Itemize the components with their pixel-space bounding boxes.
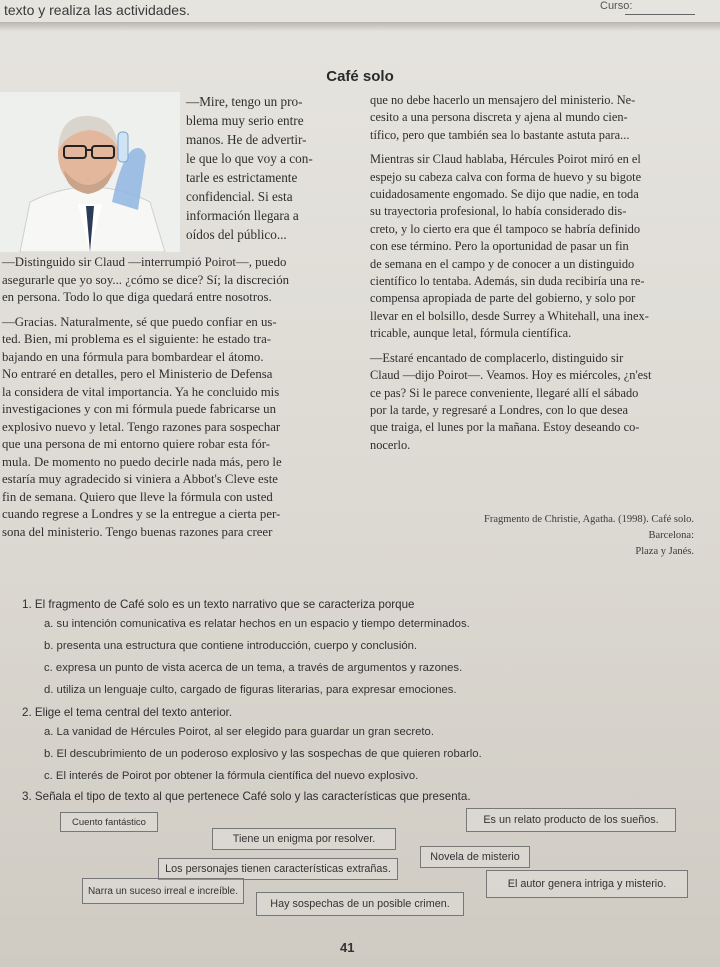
q2-option-a[interactable]: a. La vanidad de Hércules Poirot, al ser elegido para guardar un gran secreto.	[44, 726, 434, 738]
story-line: que una persona de mi entorno quiere robar esta fór-	[2, 437, 271, 451]
citation-line: Fragmento de Christie, Agatha. (1998). Café solo. Barcelona:	[484, 514, 694, 541]
story-line: con ese término. Pero la oportunidad de pasar un fin	[370, 239, 629, 254]
story-line: de semana en el campo y de conocer a un distinguido	[370, 256, 635, 271]
q1-option-b[interactable]: b. presenta una estructura que contiene introducción, cuerpo y conclusión.	[44, 640, 418, 652]
story-line: manos. He de advertir-	[186, 132, 307, 147]
scientist-photo	[0, 92, 180, 252]
story-line: en persona. Todo lo que diga quedará entre nosotros.	[2, 290, 272, 304]
citation-line: Plaza y Janés.	[635, 546, 694, 557]
option-box[interactable]: Tiene un enigma por resolver.	[212, 828, 396, 850]
story-line: No entraré en detalles, pero el Ministerio de Defensa	[2, 367, 273, 381]
story-line: cuando regrese a Londres y se la entregue a cierta per-	[2, 507, 281, 521]
option-box[interactable]: Novela de misterio	[420, 846, 530, 868]
q1-option-c[interactable]: c. expresa un punto de vista acerca de un tema, a través de argumentos y razones.	[44, 662, 463, 674]
q2-option-c[interactable]: c. El interés de Poirot por obtener la fórmula científica del nuevo explosivo.	[44, 770, 419, 782]
option-box[interactable]: Cuento fantástico	[60, 812, 158, 832]
story-line: —Gracias. Naturalmente, sé que puedo confiar en us-	[2, 314, 277, 329]
story-line: creto, y lo cierto era que él tampoco se habría definido	[370, 221, 641, 236]
option-box[interactable]: Los personajes tienen características extrañas.	[158, 858, 398, 880]
question-1-prompt: 1. El fragmento de Café solo es un texto narrativo que se caracteriza porque	[22, 598, 415, 611]
option-box[interactable]: Es un relato producto de los sueños.	[466, 808, 676, 832]
question-3-prompt: 3. Señala el tipo de texto al que pertenece Café solo y las características que presenta.	[22, 790, 471, 803]
story-line: —Mire, tengo un pro-	[186, 94, 303, 109]
story-line: compensa apropiada de parte del gobierno, y solo por	[370, 291, 636, 306]
story-line: bajando en una fórmula para bombardear el átomo.	[2, 349, 264, 364]
story-line: confidencial. Si esta	[186, 189, 293, 204]
option-box[interactable]: Hay sospechas de un posible crimen.	[256, 892, 464, 916]
story-line: que no debe hacerlo un mensajero del ministerio. Ne-	[370, 93, 636, 107]
q1-option-a[interactable]: a. su intención comunicativa es relatar hechos en un espacio y tiempo determinados.	[44, 618, 470, 630]
story-line: le que lo que voy a con-	[186, 151, 313, 166]
story-line: nocerlo.	[370, 437, 411, 452]
story-line: investigaciones y con mi fórmula puede fabricarse un	[2, 402, 276, 416]
story-left-top	[186, 92, 356, 244]
story-line: mula. De momento no puedo decirle nada más, pero le	[2, 454, 282, 469]
story-line: sona del ministerio. Tengo buenas razones para creer	[2, 524, 273, 539]
header-strip	[0, 0, 720, 22]
story-line: Mientras sir Claud hablaba, Hércules Poirot miró en el	[370, 152, 641, 167]
page-number: 41	[340, 940, 355, 955]
story-left-column	[2, 254, 354, 541]
story-line: —Estaré encantado de complacerlo, distinguido sir	[370, 350, 624, 365]
story-line: asegurarle que yo soy... ¿cómo se dice? Sí; la discreción	[2, 272, 289, 287]
course-blank-line	[625, 14, 695, 15]
story-line: la considera de vital importancia. Ya he concluido mis	[2, 384, 280, 399]
story-line: explosivo nuevo y letal. Tengo razones para sospechar	[2, 419, 281, 434]
story-line: oídos del público...	[186, 227, 287, 242]
story-line: —Distinguido sir Claud —interrumpió Poirot—, puedo	[2, 255, 287, 269]
course-label: Curso:	[600, 0, 633, 12]
option-box[interactable]: Narra un suceso irreal e increíble.	[82, 878, 244, 904]
story-line: tífico, pero que también sea lo bastante astuta para...	[370, 127, 630, 142]
header-instruction: texto y realiza las actividades.	[4, 2, 190, 18]
story-line: tricable, aunque letal, fórmula científica.	[370, 326, 572, 341]
q2-option-b[interactable]: b. El descubrimiento de un poderoso explosivo y las sospechas de que quieren robarlo.	[44, 748, 482, 760]
story-line: espejo su cabeza calva con forma de huevo y su bigote	[370, 169, 642, 184]
q1-option-d[interactable]: d. utiliza un lenguaje culto, cargado de figuras literarias, para expresar emociones.	[44, 684, 457, 696]
story-line: fin de semana. Quiero que lleve la fórmula con usted	[2, 489, 273, 504]
story-line: su trayectoria profesional, lo había considerado dis-	[370, 204, 627, 219]
reading-title: Café solo	[326, 68, 394, 85]
story-line: información llegara a	[186, 208, 299, 223]
story-line: estaría muy agradecido si viniera a Abbot's Cleve este	[2, 472, 278, 486]
story-line: ted. Bien, mi problema es el siguiente: he estado tra-	[2, 332, 272, 346]
story-right-column	[370, 92, 688, 454]
story-line: por la tarde, y regresaré a Londres, con lo que desea	[370, 402, 629, 417]
story-line: que traiga, el lunes por la mañana. Estoy deseando co-	[370, 420, 640, 435]
source-citation	[438, 512, 694, 560]
option-box[interactable]: El autor genera intriga y misterio.	[486, 870, 688, 898]
story-line: tarle es estrictamente	[186, 170, 298, 185]
scientist-illustration	[0, 92, 180, 252]
question-2-prompt: 2. Elige el tema central del texto anterior.	[22, 706, 233, 719]
story-line: Claud —dijo Poirot—. Veamos. Hoy es miércoles, ¿n'est	[370, 368, 652, 383]
story-line: científico lo tentaba. Además, sin duda recibiría una re-	[370, 274, 645, 289]
story-line: cuidadosamente engomado. Se dijo que nadie, en toda	[370, 187, 639, 202]
page-fold	[0, 22, 720, 32]
story-line: llevar en el bolsillo, desde Surrey a Whitehall, una inex-	[370, 308, 649, 323]
story-line: ce pas? Si le parece conveniente, llegaré allí el sábado	[370, 385, 639, 400]
story-line: cesito a una persona discreta y ajena al mundo cien-	[370, 110, 628, 125]
story-line: blema muy serio entre	[186, 113, 304, 128]
